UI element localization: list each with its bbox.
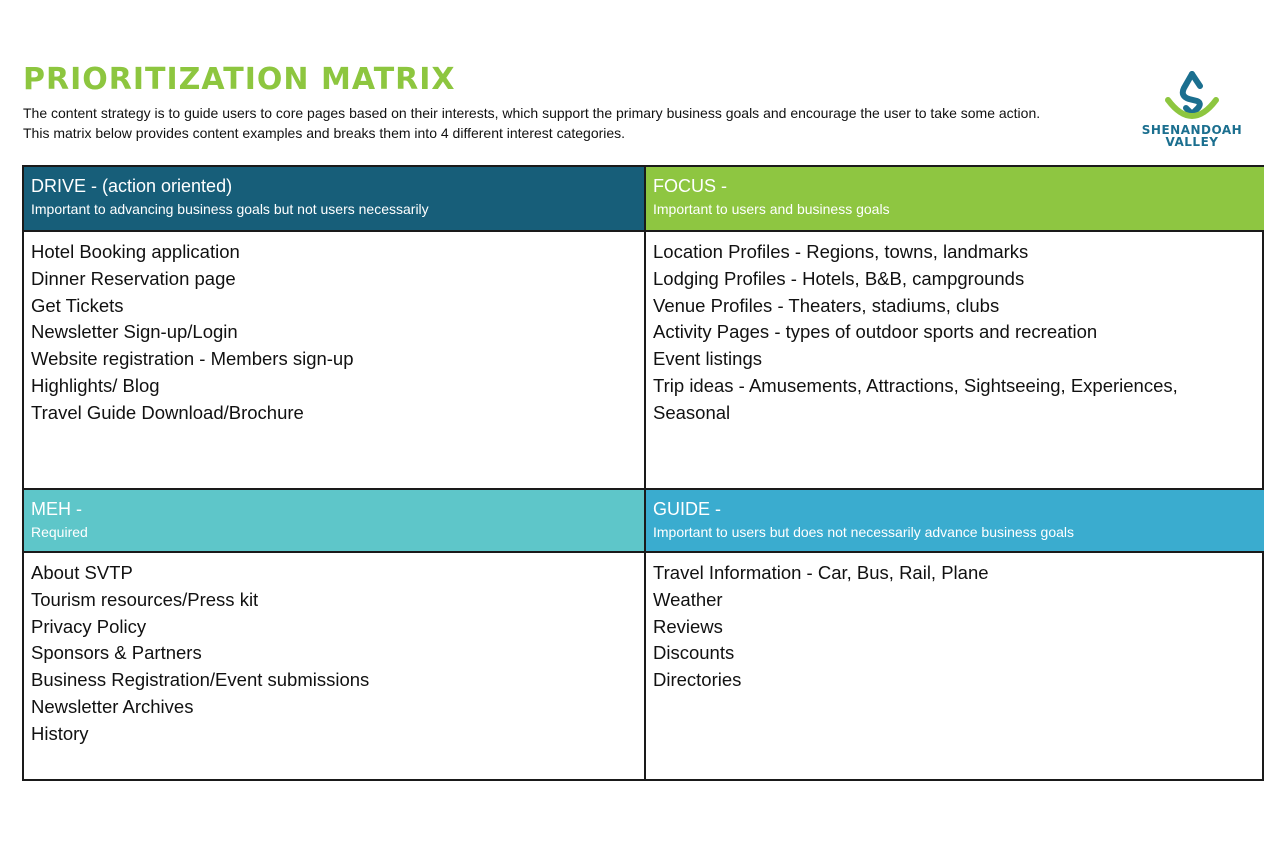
drive-subtitle: Important to advancing business goals but not users necessarily	[31, 201, 429, 217]
drive-content	[24, 230, 644, 488]
meh-subtitle: Required	[31, 524, 88, 540]
intro-line-2: This matrix below provides content examples and breaks them into 4 different interest categories.	[23, 124, 626, 141]
focus-title: FOCUS -	[653, 176, 727, 196]
list-item: Lodging Profiles - Hotels, B&B, campgrounds	[653, 267, 1025, 289]
shenandoah-s-logo-icon	[1162, 70, 1222, 124]
intro-text	[23, 104, 1123, 143]
drive-title: DRIVE - (action oriented)	[31, 176, 233, 196]
list-item: Venue Profiles - Theaters, stadiums, clubs	[653, 294, 1000, 316]
list-item: Highlights/ Blog	[31, 374, 160, 396]
list-item: Reviews	[653, 615, 723, 637]
list-item: Business Registration/Event submissions	[31, 669, 370, 691]
list-item: Hotel Booking application	[31, 241, 240, 262]
logo-line-1: SHENANDOAH	[1141, 123, 1243, 137]
focus-content	[644, 230, 1264, 488]
list-item: About SVTP	[31, 562, 133, 583]
meh-content	[24, 551, 644, 781]
list-item: Website registration - Members sign-up	[31, 348, 354, 370]
list-item: Dinner Reservation page	[31, 267, 236, 289]
list-item: Privacy Policy	[31, 615, 147, 637]
list-item: Tourism resources/Press kit	[31, 588, 259, 610]
page-title: PRIORITIZATION MATRIX	[23, 62, 456, 97]
list-item: Location Profiles - Regions, towns, landmarks	[653, 241, 1029, 262]
list-item: Travel Information - Car, Bus, Rail, Plane	[653, 562, 989, 583]
list-item: Get Tickets	[31, 294, 124, 316]
focus-subtitle: Important to users and business goals	[653, 201, 890, 217]
shenandoah-valley-logo	[1136, 70, 1248, 154]
prioritization-matrix	[22, 165, 1264, 781]
focus-header	[644, 167, 1264, 230]
meh-header	[24, 488, 644, 551]
list-item: Directories	[653, 669, 742, 691]
list-item: Newsletter Sign-up/Login	[31, 321, 238, 343]
list-item: Trip ideas - Amusements, Attractions, Sightseeing, Experiences,	[653, 374, 1178, 396]
list-item: History	[31, 722, 89, 744]
list-item: Discounts	[653, 642, 735, 664]
guide-title: GUIDE -	[653, 499, 722, 519]
meh-title: MEH -	[31, 499, 82, 519]
list-item: Event listings	[653, 348, 762, 370]
list-item: Travel Guide Download/Brochure	[31, 401, 304, 423]
logo-line-2: VALLEY	[1165, 135, 1219, 149]
intro-line-1: The content strategy is to guide users to core pages based on their interests, which support the primary business goals and encourage the user to take some action.	[23, 105, 1041, 121]
list-item: Newsletter Archives	[31, 695, 194, 717]
list-item: Activity Pages - types of outdoor sports and recreation	[653, 321, 1098, 343]
list-item: Sponsors & Partners	[31, 642, 202, 664]
guide-subtitle: Important to users but does not necessarily advance business goals	[653, 524, 1075, 540]
drive-header	[24, 167, 644, 230]
list-item: Seasonal	[653, 401, 731, 423]
guide-header	[644, 488, 1264, 551]
list-item: Weather	[653, 588, 723, 610]
guide-content	[644, 551, 1264, 781]
